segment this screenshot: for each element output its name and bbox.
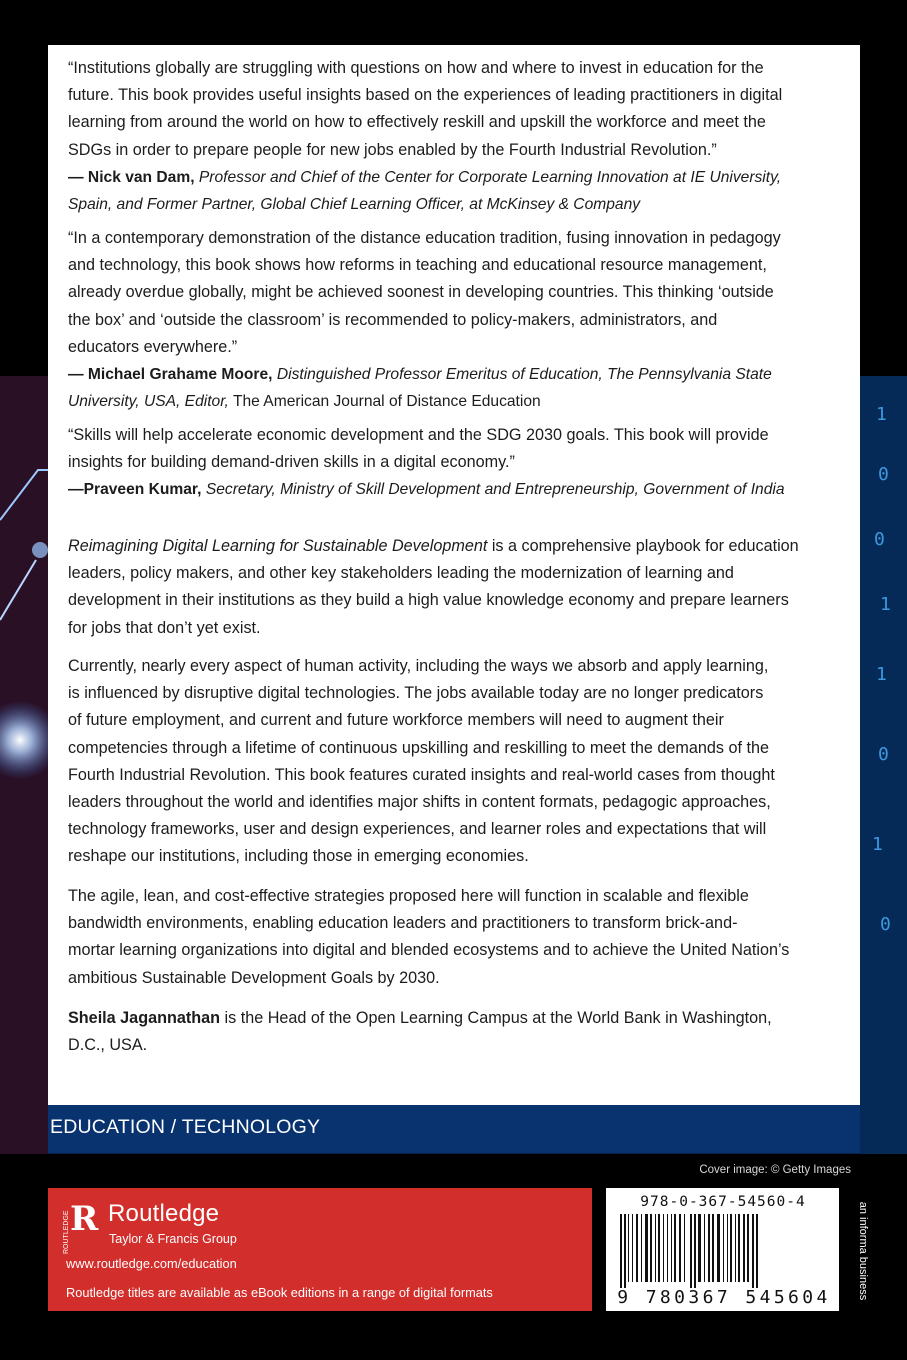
isbn-label: 978-0-367-54560-4 bbox=[640, 1194, 806, 1210]
barcode-bar bbox=[743, 1214, 745, 1282]
barcode-bar bbox=[708, 1214, 710, 1282]
description-line: Fourth Industrial Revolution. This book features curated insights and real-world cases from thought bbox=[68, 765, 775, 784]
description-line: is influenced by disruptive digital technologies. The jobs available today are no longer predicators bbox=[68, 684, 764, 703]
barcode-bar bbox=[667, 1214, 668, 1282]
barcode-bar bbox=[694, 1214, 696, 1288]
description-line: reshape our institutions, including those in emerging economies. bbox=[68, 847, 529, 866]
svg-text:1: 1 bbox=[880, 594, 891, 615]
ebook-note: Routledge titles are available as eBook editions in a range of digital formats bbox=[66, 1285, 493, 1300]
barcode-bar bbox=[735, 1214, 736, 1282]
description-line: leaders throughout the world and identifies major shifts in content formats, pedagogic approaches, bbox=[68, 793, 771, 812]
quote-line: already overdue globally, might be achieved soonest in developing countries. This thinking ‘outside bbox=[68, 283, 774, 302]
barcode-bar bbox=[730, 1214, 732, 1282]
barcode-bar bbox=[727, 1214, 728, 1282]
barcode-bar bbox=[641, 1214, 642, 1282]
barcode-bar bbox=[628, 1214, 629, 1282]
informa-tagline bbox=[848, 1192, 869, 1310]
barcode-bar bbox=[747, 1214, 749, 1282]
author-name: Sheila Jagannathan bbox=[68, 1009, 221, 1027]
endorsement-2 bbox=[68, 225, 844, 415]
barcode-bar bbox=[650, 1214, 652, 1282]
endorser-attribution bbox=[68, 164, 844, 191]
barcode-bar bbox=[658, 1214, 660, 1282]
description-line: of future employment, and current and future workforce members will need to augment their bbox=[68, 711, 724, 730]
ean-digits: 9 780367 545604 bbox=[617, 1287, 831, 1308]
routledge-logo-icon bbox=[64, 1196, 102, 1256]
quote-line: insights for building demand-driven skills in a digital economy.” bbox=[68, 453, 515, 472]
book-title: Reimagining Digital Learning for Sustainable Development bbox=[68, 537, 488, 555]
barcode-bar bbox=[663, 1214, 664, 1282]
author-bio bbox=[68, 1005, 844, 1059]
endorser-attribution bbox=[68, 476, 844, 503]
svg-text:1: 1 bbox=[876, 404, 887, 425]
description-line: leaders, policy makers, and other key stakeholders leading the modernization of learning and bbox=[68, 564, 734, 583]
barcode-bar bbox=[684, 1214, 685, 1282]
endorser-title: Secretary, Ministry of Skill Development and Entrepreneurship, Government of India bbox=[205, 481, 785, 499]
barcode-bar bbox=[620, 1214, 622, 1288]
publisher-url[interactable]: www.routledge.com/education bbox=[66, 1256, 237, 1271]
svg-text:0: 0 bbox=[874, 529, 885, 550]
quote-line: “Skills will help accelerate economic development and the SDG 2030 goals. This book will provide bbox=[68, 426, 769, 444]
svg-text:1: 1 bbox=[872, 834, 883, 855]
endorser-title: Distinguished Professor Emeritus of Education, The Pennsylvania State bbox=[276, 366, 772, 384]
barcode-bar bbox=[712, 1214, 714, 1282]
description-paragraph-2 bbox=[68, 653, 844, 871]
barcode-bar bbox=[738, 1214, 740, 1282]
barcode-bar bbox=[671, 1214, 672, 1282]
description-text: is a comprehensive playbook for education bbox=[491, 537, 799, 555]
svg-text:0: 0 bbox=[880, 914, 891, 935]
description-line: for jobs that don’t yet exist. bbox=[68, 618, 261, 637]
barcode-bar bbox=[655, 1214, 656, 1282]
barcode-bar bbox=[690, 1214, 692, 1288]
journal-name: The American Journal of Distance Education bbox=[232, 393, 541, 411]
quote-line: and technology, this book shows how reforms in teaching and educational resource management, bbox=[68, 256, 767, 275]
barcode-bar bbox=[674, 1214, 676, 1282]
description-line: Currently, nearly every aspect of human activity, including the ways we absorb and apply learning, bbox=[68, 657, 769, 675]
description-line: ambitious Sustainable Development Goals by 2030. bbox=[68, 968, 440, 987]
endorser-title: University, USA, Editor, bbox=[68, 393, 229, 411]
endorser-attribution bbox=[68, 361, 844, 388]
barcode-bar bbox=[704, 1214, 705, 1282]
endorser-title-cont bbox=[68, 388, 844, 415]
endorsement-1 bbox=[68, 55, 844, 218]
quote-line: educators everywhere.” bbox=[68, 337, 238, 356]
publisher-group: Taylor & Francis Group bbox=[109, 1232, 237, 1246]
barcode-bar bbox=[632, 1214, 633, 1282]
quote-line: “In a contemporary demonstration of the distance education tradition, fusing innovation in pedagogy bbox=[68, 229, 781, 247]
barcode-bar bbox=[756, 1214, 758, 1288]
description-paragraph-3 bbox=[68, 883, 844, 992]
endorsement-3 bbox=[68, 422, 844, 504]
quote-line: learning from around the world on how to effectively reskill and upskill the workforce and meet the bbox=[68, 113, 766, 132]
description-line: technology frameworks, user and design experiences, and learner roles and expectations that will bbox=[68, 820, 767, 839]
barcode-bar bbox=[624, 1214, 626, 1288]
description-line: competencies through a lifetime of continuous upskilling and reskilling to meet the demands of the bbox=[68, 738, 769, 757]
description-line: development in their institutions as they build a high value knowledge economy and prepare learners bbox=[68, 591, 789, 610]
svg-text:1: 1 bbox=[876, 664, 887, 685]
quote-line: future. This book provides useful insights based on the experiences of leading practitioners in digital bbox=[68, 86, 783, 105]
svg-text:0: 0 bbox=[878, 744, 889, 765]
barcode-bar bbox=[717, 1214, 720, 1282]
barcode-bar bbox=[723, 1214, 724, 1282]
endorser-title-cont bbox=[68, 191, 844, 218]
cover-image-credit: Cover image: © Getty Images bbox=[699, 1164, 851, 1176]
publisher-name: Routledge bbox=[108, 1200, 220, 1227]
author-bio-text: is the Head of the Open Learning Campus at the World Bank in Washington, bbox=[224, 1009, 772, 1027]
author-bio-line: D.C., USA. bbox=[68, 1036, 148, 1055]
barcode-bar bbox=[698, 1214, 701, 1282]
description-line bbox=[68, 533, 844, 560]
barcode-bar bbox=[752, 1214, 754, 1288]
barcode-bar bbox=[636, 1214, 638, 1282]
endorser-name: — Michael Grahame Moore, bbox=[68, 366, 273, 384]
description-line: The agile, lean, and cost-effective strategies proposed here will function in scalable and flexible bbox=[68, 887, 749, 905]
description-line: mortar learning organizations into digital and blended ecosystems and to achieve the United Nation’s bbox=[68, 941, 790, 960]
description-paragraph-1 bbox=[68, 533, 844, 642]
quote-line: “Institutions globally are struggling with questions on how and where to invest in education for the bbox=[68, 59, 764, 77]
endorser-name: —Praveen Kumar, bbox=[68, 481, 202, 499]
barcode-bar bbox=[645, 1214, 648, 1282]
logo-side-text: ROUTLEDGE bbox=[63, 1210, 70, 1254]
author-bio-line bbox=[68, 1005, 844, 1032]
endorser-title: Spain, and Former Partner, Global Chief Learning Officer, at McKinsey & Company bbox=[68, 196, 641, 214]
logo-letter: R bbox=[70, 1199, 99, 1239]
barcode-bar bbox=[679, 1214, 681, 1282]
endorser-title: Professor and Chief of the Center for Corporate Learning Innovation at IE University, bbox=[198, 168, 782, 186]
category-label: EDUCATION / TECHNOLOGY bbox=[50, 1116, 321, 1138]
quote-line: the box’ and ‘outside the classroom’ is recommended to policy-makers, administrators, and bbox=[68, 310, 718, 329]
description-line: bandwidth environments, enabling education leaders and practitioners to transform brick-and- bbox=[68, 914, 738, 933]
svg-text:0: 0 bbox=[878, 464, 889, 485]
informa-text: an informa business bbox=[857, 1201, 869, 1301]
endorser-name: — Nick van Dam, bbox=[68, 168, 195, 186]
barcode-icon bbox=[618, 1214, 828, 1288]
quote-line: SDGs in order to prepare people for new jobs enabled by the Fourth Industrial Revolution.” bbox=[68, 140, 717, 159]
